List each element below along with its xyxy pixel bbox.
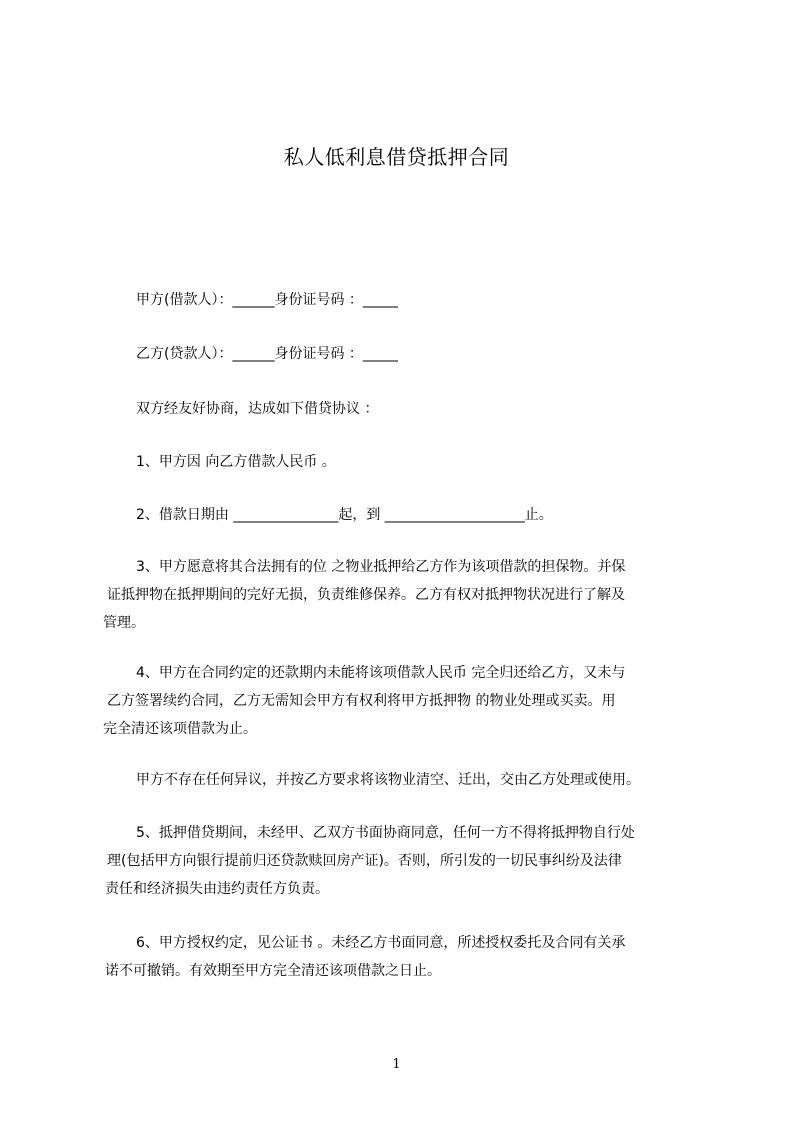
clause-5-line-1: 5、抵押借贷期间，未经甲、乙双方书面协商同意，任何一方不得将抵押物自行处 <box>136 825 635 841</box>
clause-2: 2、借款日期由 _______________起，到 ____________________止。 <box>136 507 553 523</box>
page-number: 1 <box>392 1057 401 1072</box>
clause-3-line-2: 证抵押物在抵押期间的完好无损，负责维修保养。乙方有权对抵押物状况进行了解及 <box>107 587 625 603</box>
clause-3 <box>103 553 708 637</box>
party-b-line: 乙方(贷款人）：______身份证号码 ：_____ <box>136 346 398 362</box>
clause-1: 1、甲方因 向乙方借款人民币 。 <box>136 454 336 470</box>
clause-6-line-2: 诺不可撤销。有效期至甲方完全清还该项借款之日止。 <box>105 963 441 979</box>
clause-4-line-1: 4、甲方在合同约定的还款期内未能将该项借款人民币 完全归还给乙方，又未与 <box>136 665 626 681</box>
clause-5-line-3: 责任和经济损失由违约责任方负责。 <box>105 881 329 897</box>
clause-6 <box>103 929 708 985</box>
clause-3-line-1: 3、甲方愿意将其合法拥有的位 之物业抵押给乙方作为该项借款的担保物。并保 <box>136 559 626 575</box>
clause-5-line-2: 理(包括甲方向银行提前归还贷款赎回房产证)。否则，所引发的一切民事纠纷及法律 <box>107 853 622 869</box>
party-a-line: 甲方(借款人）：______身份证号码 ：_____ <box>136 292 398 308</box>
clause-4-extra: 甲方不存在任何异议，并按乙方要求将该物业清空、迁出，交由乙方处理或使用。 <box>136 772 640 788</box>
clause-6-line-1: 6、甲方授权约定，见公证书 。未经乙方书面同意，所述授权委托及合同有关承 <box>136 935 626 951</box>
clause-4-line-3: 完全清还该项借款为止。 <box>103 721 257 737</box>
document-title: 私人低利息借贷抵押合同 <box>283 145 510 169</box>
clause-4 <box>103 659 708 743</box>
clause-5 <box>103 819 708 903</box>
clause-3-line-3: 管理。 <box>103 615 145 631</box>
intro-line: 双方经友好协商，达成如下借贷协议 ： <box>136 401 379 417</box>
clause-4-line-2: 乙方签署续约合同，乙方无需知会甲方有权利将甲方抵押物 的物业处理或买卖。用 <box>107 693 616 709</box>
